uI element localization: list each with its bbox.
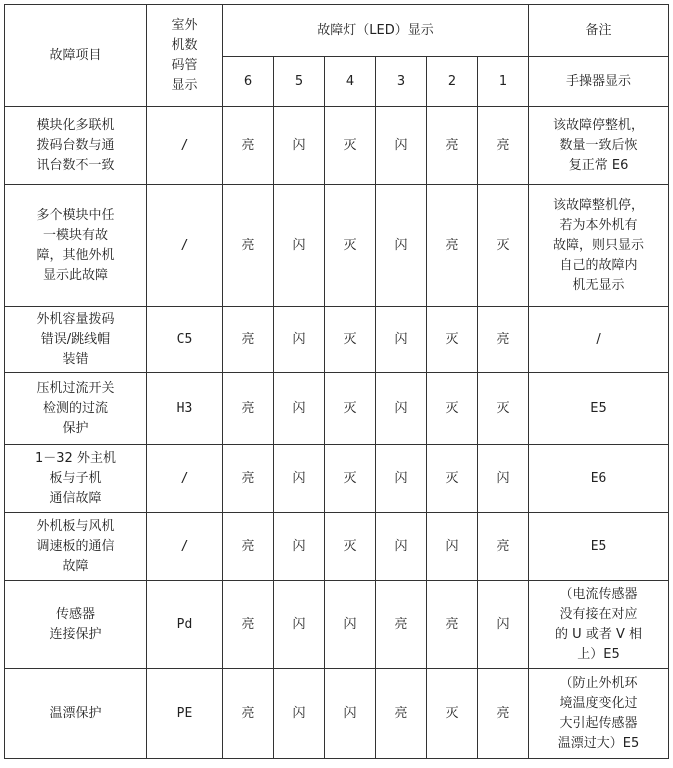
led-4-cell: 灭: [325, 107, 376, 185]
led-1-cell: 灭: [478, 373, 529, 445]
table-row: [5, 185, 669, 307]
led-5-cell: 闪: [274, 513, 325, 581]
led-3-cell: 闪: [376, 185, 427, 307]
led-4-cell: 灭: [325, 373, 376, 445]
remark-cell: E5: [529, 373, 669, 445]
header-outdoor-code: 室外 机数 码管 显示: [147, 5, 223, 107]
fault-item-cell: 多个模块中任 一模块有故 障，其他外机 显示此故障: [5, 185, 147, 307]
fault-item-cell: 模块化多联机 拨码台数与通 讯台数不一致: [5, 107, 147, 185]
fault-item-cell: 1－32 外主机 板与子机 通信故障: [5, 445, 147, 513]
led-1-cell: 灭: [478, 185, 529, 307]
code-cell: /: [147, 185, 223, 307]
led-6-cell: 亮: [223, 373, 274, 445]
table-row: [5, 307, 669, 373]
led-2-cell: 亮: [427, 581, 478, 669]
fault-item-cell: 外机板与风机 调速板的通信 故障: [5, 513, 147, 581]
led-5-cell: 闪: [274, 107, 325, 185]
led-4-cell: 闪: [325, 669, 376, 759]
led-5-cell: 闪: [274, 373, 325, 445]
led-5-cell: 闪: [274, 445, 325, 513]
led-1-cell: 亮: [478, 107, 529, 185]
led-1-cell: 亮: [478, 513, 529, 581]
led-3-cell: 闪: [376, 445, 427, 513]
led-6-cell: 亮: [223, 669, 274, 759]
led-4-cell: 灭: [325, 307, 376, 373]
table-row: [5, 581, 669, 669]
remark-cell: E5: [529, 513, 669, 581]
code-cell: C5: [147, 307, 223, 373]
fault-item-cell: 外机容量拨码 错误/跳线帽 装错: [5, 307, 147, 373]
led-3-cell: 亮: [376, 581, 427, 669]
code-cell: Pd: [147, 581, 223, 669]
fault-item-cell: 温漂保护: [5, 669, 147, 759]
led-2-cell: 灭: [427, 307, 478, 373]
led-1-cell: 亮: [478, 307, 529, 373]
header-led-4: 4: [325, 57, 376, 107]
led-6-cell: 亮: [223, 307, 274, 373]
led-2-cell: 灭: [427, 669, 478, 759]
code-cell: H3: [147, 373, 223, 445]
led-2-cell: 亮: [427, 107, 478, 185]
header-row-1: [5, 5, 669, 57]
remark-cell: /: [529, 307, 669, 373]
led-1-cell: 亮: [478, 669, 529, 759]
fault-item-cell: 压机过流开关 检测的过流 保护: [5, 373, 147, 445]
header-remark: 备注: [529, 5, 669, 57]
led-4-cell: 灭: [325, 513, 376, 581]
led-6-cell: 亮: [223, 513, 274, 581]
remark-cell: （电流传感器 没有接在对应 的 U 或者 V 相 上）E5: [529, 581, 669, 669]
table-row: [5, 107, 669, 185]
code-cell: /: [147, 107, 223, 185]
led-5-cell: 闪: [274, 669, 325, 759]
code-cell: /: [147, 445, 223, 513]
led-5-cell: 闪: [274, 185, 325, 307]
header-led-6: 6: [223, 57, 274, 107]
led-6-cell: 亮: [223, 445, 274, 513]
table-row: [5, 445, 669, 513]
led-6-cell: 亮: [223, 581, 274, 669]
remark-cell: 该故障停整机， 数量一致后恢 复正常 E6: [529, 107, 669, 185]
code-cell: /: [147, 513, 223, 581]
header-led-3: 3: [376, 57, 427, 107]
header-led-display: 故障灯（LED）显示: [223, 5, 529, 57]
led-1-cell: 闪: [478, 581, 529, 669]
led-3-cell: 闪: [376, 307, 427, 373]
header-handset-display: 手操器显示: [529, 57, 669, 107]
header-led-1: 1: [478, 57, 529, 107]
led-4-cell: 灭: [325, 445, 376, 513]
fault-table-container: [4, 4, 669, 759]
led-6-cell: 亮: [223, 107, 274, 185]
led-5-cell: 闪: [274, 307, 325, 373]
table-row: [5, 669, 669, 759]
fault-item-cell: 传感器 连接保护: [5, 581, 147, 669]
fault-code-table: [4, 4, 669, 759]
led-2-cell: 闪: [427, 513, 478, 581]
led-1-cell: 闪: [478, 445, 529, 513]
table-row: [5, 513, 669, 581]
code-cell: PE: [147, 669, 223, 759]
led-3-cell: 闪: [376, 373, 427, 445]
led-3-cell: 闪: [376, 107, 427, 185]
remark-cell: E6: [529, 445, 669, 513]
led-3-cell: 亮: [376, 669, 427, 759]
led-3-cell: 闪: [376, 513, 427, 581]
led-6-cell: 亮: [223, 185, 274, 307]
led-2-cell: 亮: [427, 185, 478, 307]
table-row: [5, 373, 669, 445]
header-fault-item: 故障项目: [5, 5, 147, 107]
led-2-cell: 灭: [427, 373, 478, 445]
header-led-5: 5: [274, 57, 325, 107]
led-4-cell: 闪: [325, 581, 376, 669]
header-led-2: 2: [427, 57, 478, 107]
led-5-cell: 闪: [274, 581, 325, 669]
led-2-cell: 灭: [427, 445, 478, 513]
remark-cell: （防止外机环 境温度变化过 大引起传感器 温漂过大）E5: [529, 669, 669, 759]
led-4-cell: 灭: [325, 185, 376, 307]
remark-cell: 该故障整机停， 若为本外机有 故障，则只显示 自己的故障内 机无显示: [529, 185, 669, 307]
